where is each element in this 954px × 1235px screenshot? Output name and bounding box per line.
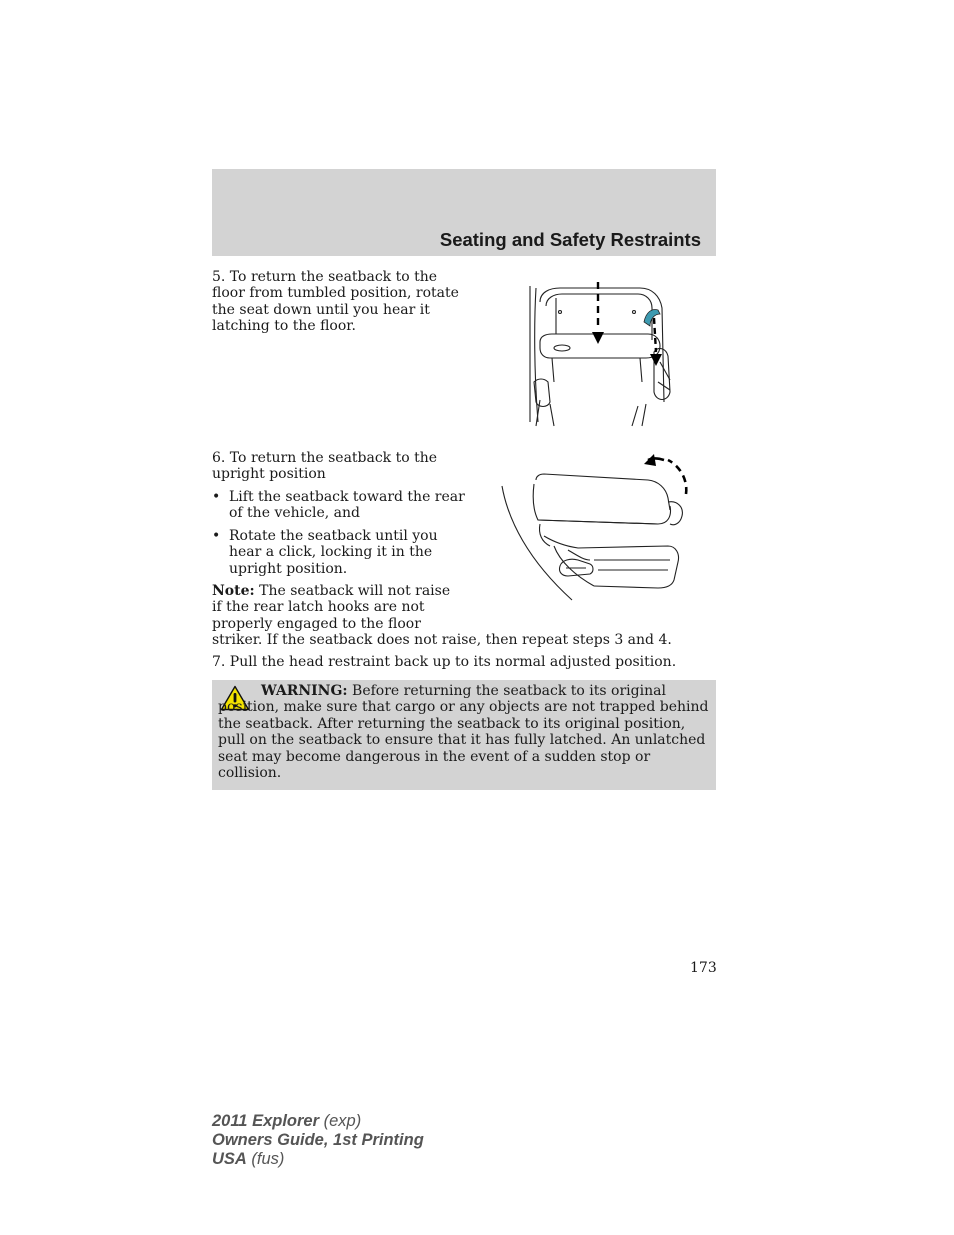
step-5-text: 5. To return the seatback to the floor from tumbled position, rotate the seat down until you hear it latching to the floor. xyxy=(212,269,459,335)
bullet-item-lift: Lift the seatback toward the rear of the vehicle, and xyxy=(229,489,465,522)
warning-text: Before returning the seatback to its original position, make sure that cargo or any objects are not trapped behind the seatback. After returning the seatback to its original position, pull on the seatback to ensure that it has fully latched. An unlatched seat may become dangerous in the event of a sudden stop or collision. xyxy=(218,683,709,782)
step-6-text: 6. To return the seatback to the upright position xyxy=(212,450,438,483)
warning-label: WARNING: xyxy=(261,683,348,699)
footer-line-3: USA (fus) xyxy=(212,1150,285,1168)
warning-box xyxy=(212,680,716,790)
bullet-marker: • xyxy=(212,489,221,505)
section-header-band xyxy=(212,169,716,256)
note-continuation: striker. If the seatback does not raise, then repeat steps 3 and 4. xyxy=(212,632,672,648)
warning-paragraph xyxy=(218,683,712,781)
seatback-raise-illustration xyxy=(498,450,694,602)
note-paragraph xyxy=(212,583,462,632)
bullet-item-rotate: Rotate the seatback until you hear a click, locking it in the upright position. xyxy=(229,528,438,577)
page-number: 173 xyxy=(690,960,717,976)
seat-tumble-down-illustration xyxy=(520,282,692,428)
note-label: Note: xyxy=(212,583,255,599)
footer-line-2: Owners Guide, 1st Printing xyxy=(212,1131,424,1149)
section-title: Seating and Safety Restraints xyxy=(439,229,701,250)
footer-edition-info xyxy=(212,1112,424,1169)
note-text: The seatback will not raise if the rear latch hooks are not properly engaged to the floor xyxy=(212,583,451,632)
footer-line-1: 2011 Explorer (exp) xyxy=(212,1112,362,1130)
step-7-text: 7. Pull the head restraint back up to its normal adjusted position. xyxy=(212,654,677,670)
bullet-marker: • xyxy=(212,528,221,544)
